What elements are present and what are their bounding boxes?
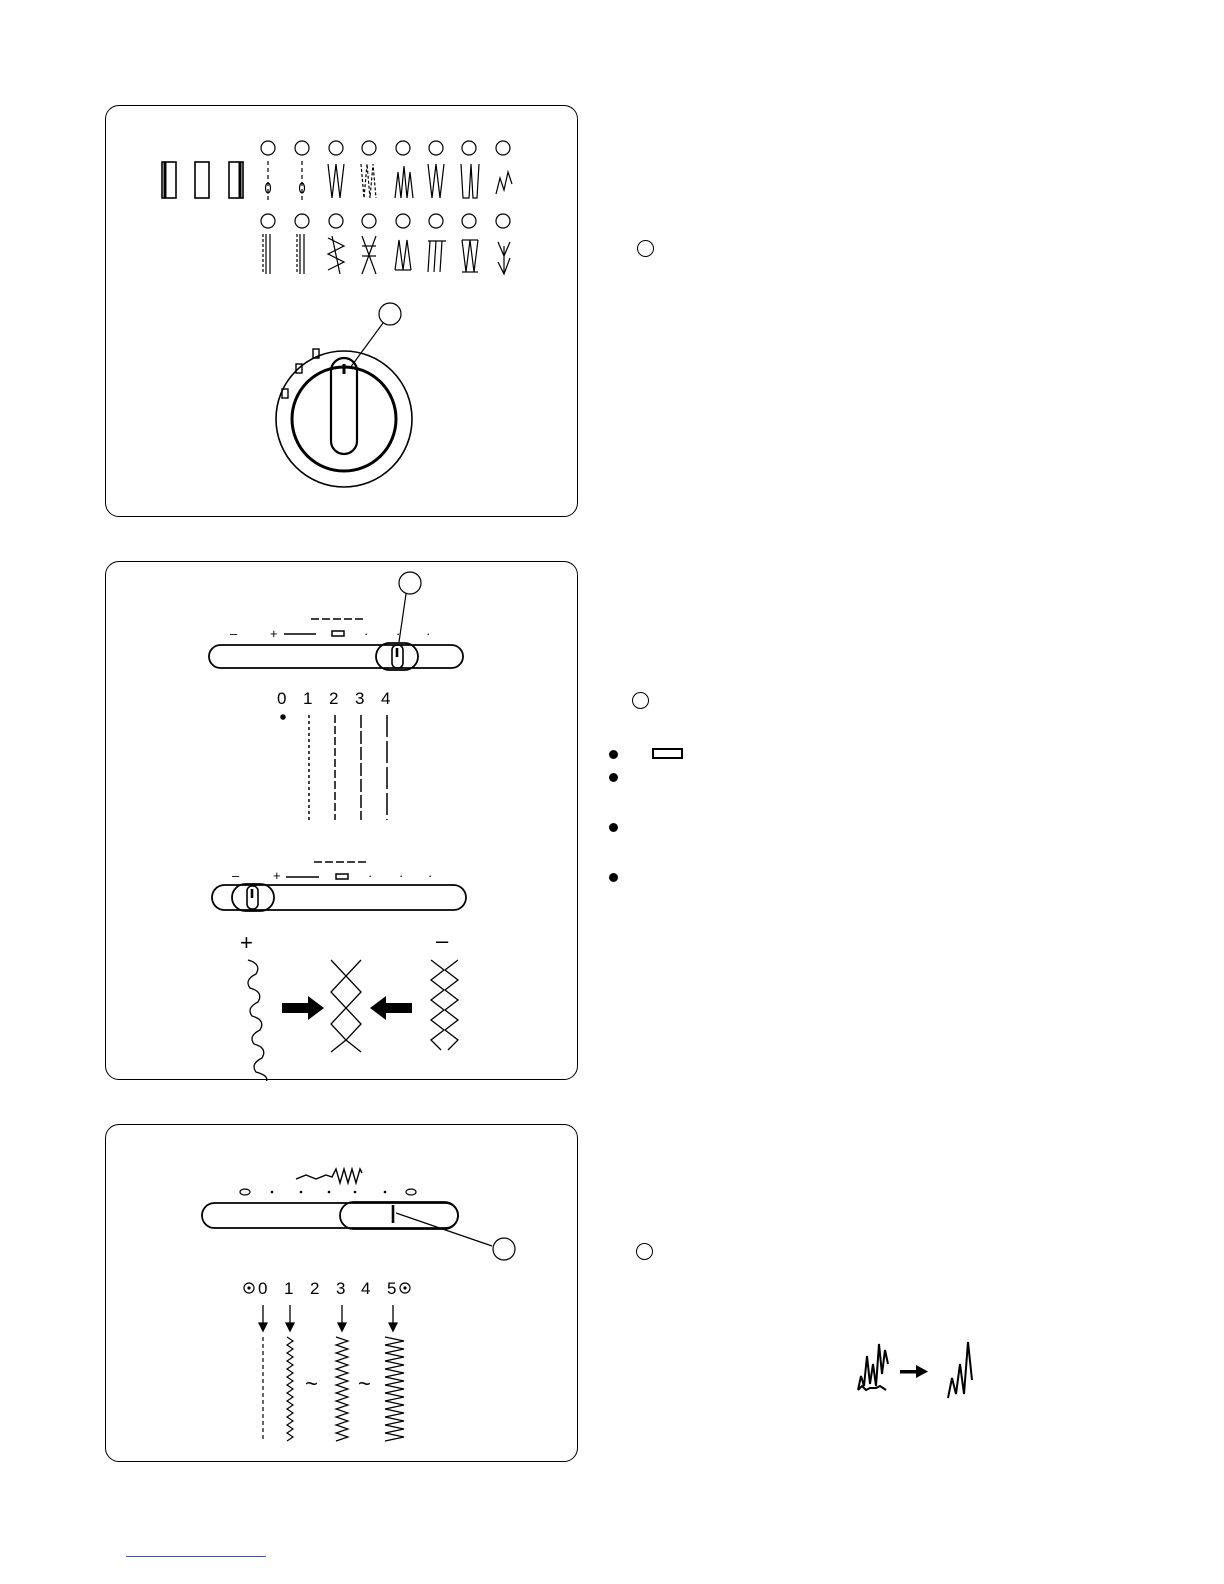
plus-label: +: [240, 930, 253, 955]
callout-marker-3: [636, 1243, 653, 1260]
width-digit-2: 2: [310, 1279, 320, 1298]
stitch-length-panel: [105, 561, 578, 1080]
scale-dot: ·: [426, 626, 431, 641]
pattern-selector-dial[interactable]: [276, 349, 412, 487]
stitch-length-slider[interactable]: [209, 643, 463, 670]
callout-circle: [379, 303, 401, 325]
stitch-selection-row-1[interactable]: [261, 141, 512, 201]
scale-minus: –: [230, 626, 238, 641]
bullet: [609, 873, 618, 882]
scale-dot: ·: [396, 626, 401, 641]
length-digit-3: 3: [355, 689, 365, 708]
width-digit-5: 5: [387, 1279, 397, 1298]
stitch-width-slider[interactable]: [202, 1202, 492, 1246]
pattern-dial-panel: [105, 105, 578, 517]
callout-marker-2: [632, 692, 649, 709]
stitch-length-illustration: [106, 562, 579, 1081]
scale-plus: +: [273, 868, 281, 883]
needle-position-icons: [162, 162, 243, 198]
width-digit-4: 4: [361, 1279, 371, 1298]
stitch-width-panel: [105, 1124, 578, 1462]
bullet: [609, 750, 618, 759]
bullet: [609, 823, 618, 832]
minus-label: –: [436, 928, 449, 953]
scale-dot: ·: [368, 868, 373, 883]
satin-stitch-illustration: [852, 1336, 982, 1406]
width-digit-3: 3: [336, 1279, 346, 1298]
width-digit-0: 0: [258, 1279, 268, 1298]
scale-dot: ·: [364, 626, 369, 641]
scale-dot: ·: [428, 868, 433, 883]
scale-dot: ·: [399, 868, 404, 883]
range-tilde: ~: [358, 1371, 371, 1396]
length-digit-2: 2: [329, 689, 339, 708]
scale-minus: –: [232, 868, 240, 883]
pattern-dial-illustration: [106, 106, 579, 518]
range-tilde: ~: [305, 1371, 318, 1396]
stitch-selection-row-2[interactable]: [261, 214, 510, 274]
length-digit-0: 0: [277, 689, 287, 708]
length-digit-4: 4: [381, 689, 391, 708]
bullet: [609, 773, 618, 782]
scale-plus: +: [270, 626, 278, 641]
callout-marker-1: [637, 240, 654, 257]
stitch-width-illustration: [106, 1125, 579, 1463]
width-digit-1: 1: [284, 1279, 294, 1298]
footer-underline: [126, 1556, 266, 1557]
length-digit-1: 1: [303, 689, 313, 708]
buttonhole-symbol: [652, 748, 683, 759]
balance-slider[interactable]: [212, 884, 466, 911]
